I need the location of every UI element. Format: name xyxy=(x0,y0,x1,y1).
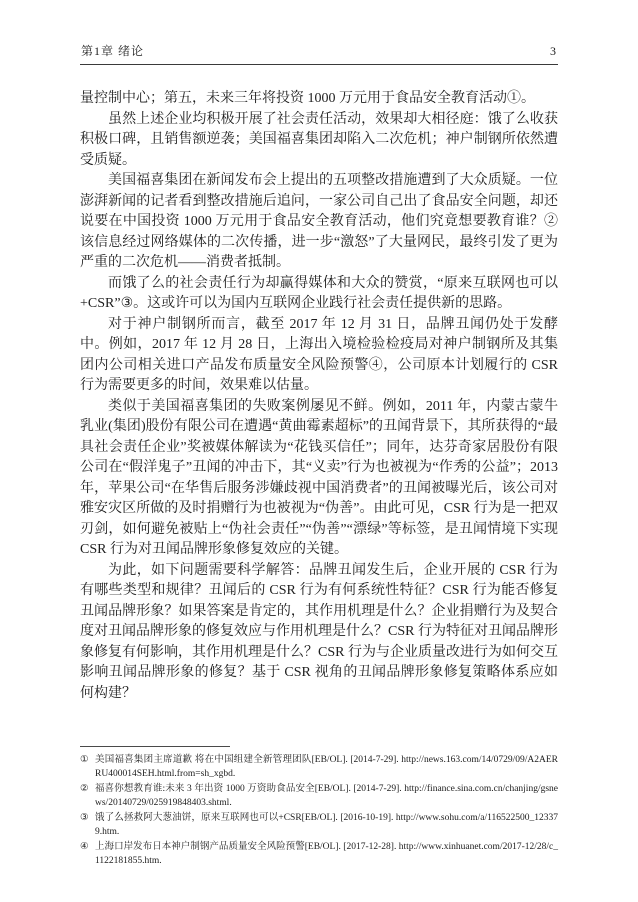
running-head-chapter: 第1章 绪论 xyxy=(81,44,145,58)
footnote-marker: ① xyxy=(80,755,89,765)
footnote xyxy=(80,841,558,868)
footnote xyxy=(80,812,558,839)
body-paragraph: 虽然上述企业均积极开展了社会责任活动，效果却大相径庭：饿了么收获积极口碑，且销售额逆袭；美国福喜集团却陷入二次危机；神户制钢所依然遭受质疑。 xyxy=(80,111,558,168)
footnote-text: 美国福喜集团主席道歉 将在中国组建全新管理团队[EB/OL]. [2014-7-29]. http://news.163.com/14/0729/09/A2AERRU400014SEH.html.from=sh_xgbd. xyxy=(95,755,558,779)
body-paragraph: 而饿了么的社会责任行为却赢得媒体和大众的赞赏，“原来互联网也可以+CSR”③。这或许可以为国内互联网企业践行社会责任提供新的思路。 xyxy=(80,275,558,311)
footnote-marker: ③ xyxy=(80,813,89,823)
footnote xyxy=(80,754,558,781)
page-number: 3 xyxy=(550,44,557,58)
page-header xyxy=(80,42,558,64)
footnote-separator-rule xyxy=(80,746,230,747)
body-paragraph: 量控制中心；第五，未来三年将投资 1000 万元用于食品安全教育活动①。 xyxy=(80,91,535,106)
body-paragraph: 类似于美国福喜集团的失败案例屡见不鲜。例如，2011 年，内蒙古蒙牛乳业(集团)股份有限公司在遭遇“黄曲霉素超标”的丑闻背景下，其所获得的“最具社会责任企业”奖被媒体解读为“花钱买信任”；同年，达芬奇家居股份有限公司在“假洋鬼子”丑闻的冲击下，其“义卖”行为也被视为“作秀的公益”；2013年，苹果公司“在华售后服务涉嫌歧视中国消费者”的丑闻被曝光后，该公司对雅安灾区所做的及时捐赠行为也被视为“伪善”。由此可见，CSR 行为是一把双刃剑，如何避免被贴上“伪社会责任”“伪善”“漂绿”等标签，是丑闻情境下实现 CSR 行为对丑闻品牌形象修复效应的关键。 xyxy=(80,398,558,557)
body-paragraph: 对于神户制钢所而言，截至 2017 年 12 月 31 日，品牌丑闻仍处于发酵中。例如，2017 年 12 月 28 日，上海出入境检验检疫局对神户制钢所及其集团内公司相关进口产品发布质量安全风险预警④，公司原本计划履行的 CSR 行为需要更多的时间，效果难以估量。 xyxy=(80,316,558,393)
footnote-block xyxy=(80,746,558,870)
header-rule xyxy=(80,64,558,65)
footnote-marker: ④ xyxy=(80,842,89,852)
footnote-text: 饿了么拯救阿大葱油饼，原来互联网也可以+CSR[EB/OL]. [2016-10-19]. http://www.sohu.com/a/116522500_123379.htm. xyxy=(95,813,558,837)
body-paragraph: 美国福喜集团在新闻发布会上提出的五项整改措施遭到了大众质疑。一位澎湃新闻的记者看到整改措施后追问，一家公司自己出了食品安全问题，却还说要在中国投资 1000 万元用于食品安全教育活动，他们究竟想要教育谁？②该信息经过网络媒体的二次传播，进一步“激怒”了大量网民，最终引发了更为严重的二次危机——消费者抵制。 xyxy=(80,173,558,270)
footnote-text: 上海口岸发布日本神户制钢产品质量安全风险预警[EB/OL]. [2017-12-28]. http://www.xinhuanet.com/2017-12/28/c_1122181855.htm. xyxy=(95,842,558,866)
body-text xyxy=(80,89,558,704)
footnote xyxy=(80,783,558,810)
body-paragraph: 为此，如下问题需要科学解答：品牌丑闻发生后，企业开展的 CSR 行为有哪些类型和规律？丑闻后的 CSR 行为有何系统性特征？CSR 行为能否修复丑闻品牌形象？如果答案是肯定的，其作用机理是什么？企业捐赠行为及契合度对丑闻品牌形象的修复效应与作用机理是什么？CSR 行为特征对丑闻品牌形象修复有何影响，其作用机理是什么？CSR 行为与企业质量改进行为如何交互影响丑闻品牌形象的修复？基于 CSR 视角的丑闻品牌形象修复策略体系应如何构建？ xyxy=(80,562,558,701)
footnote-marker: ② xyxy=(80,784,89,794)
footnote-text: 福喜你想教育谁:未来 3 年出资 1000 万资助食品安全[EB/OL]. [2014-7-29]. http://finance.sina.com.cn/chanjing/gsnews/20140729/025919848403.shtml. xyxy=(95,784,558,808)
